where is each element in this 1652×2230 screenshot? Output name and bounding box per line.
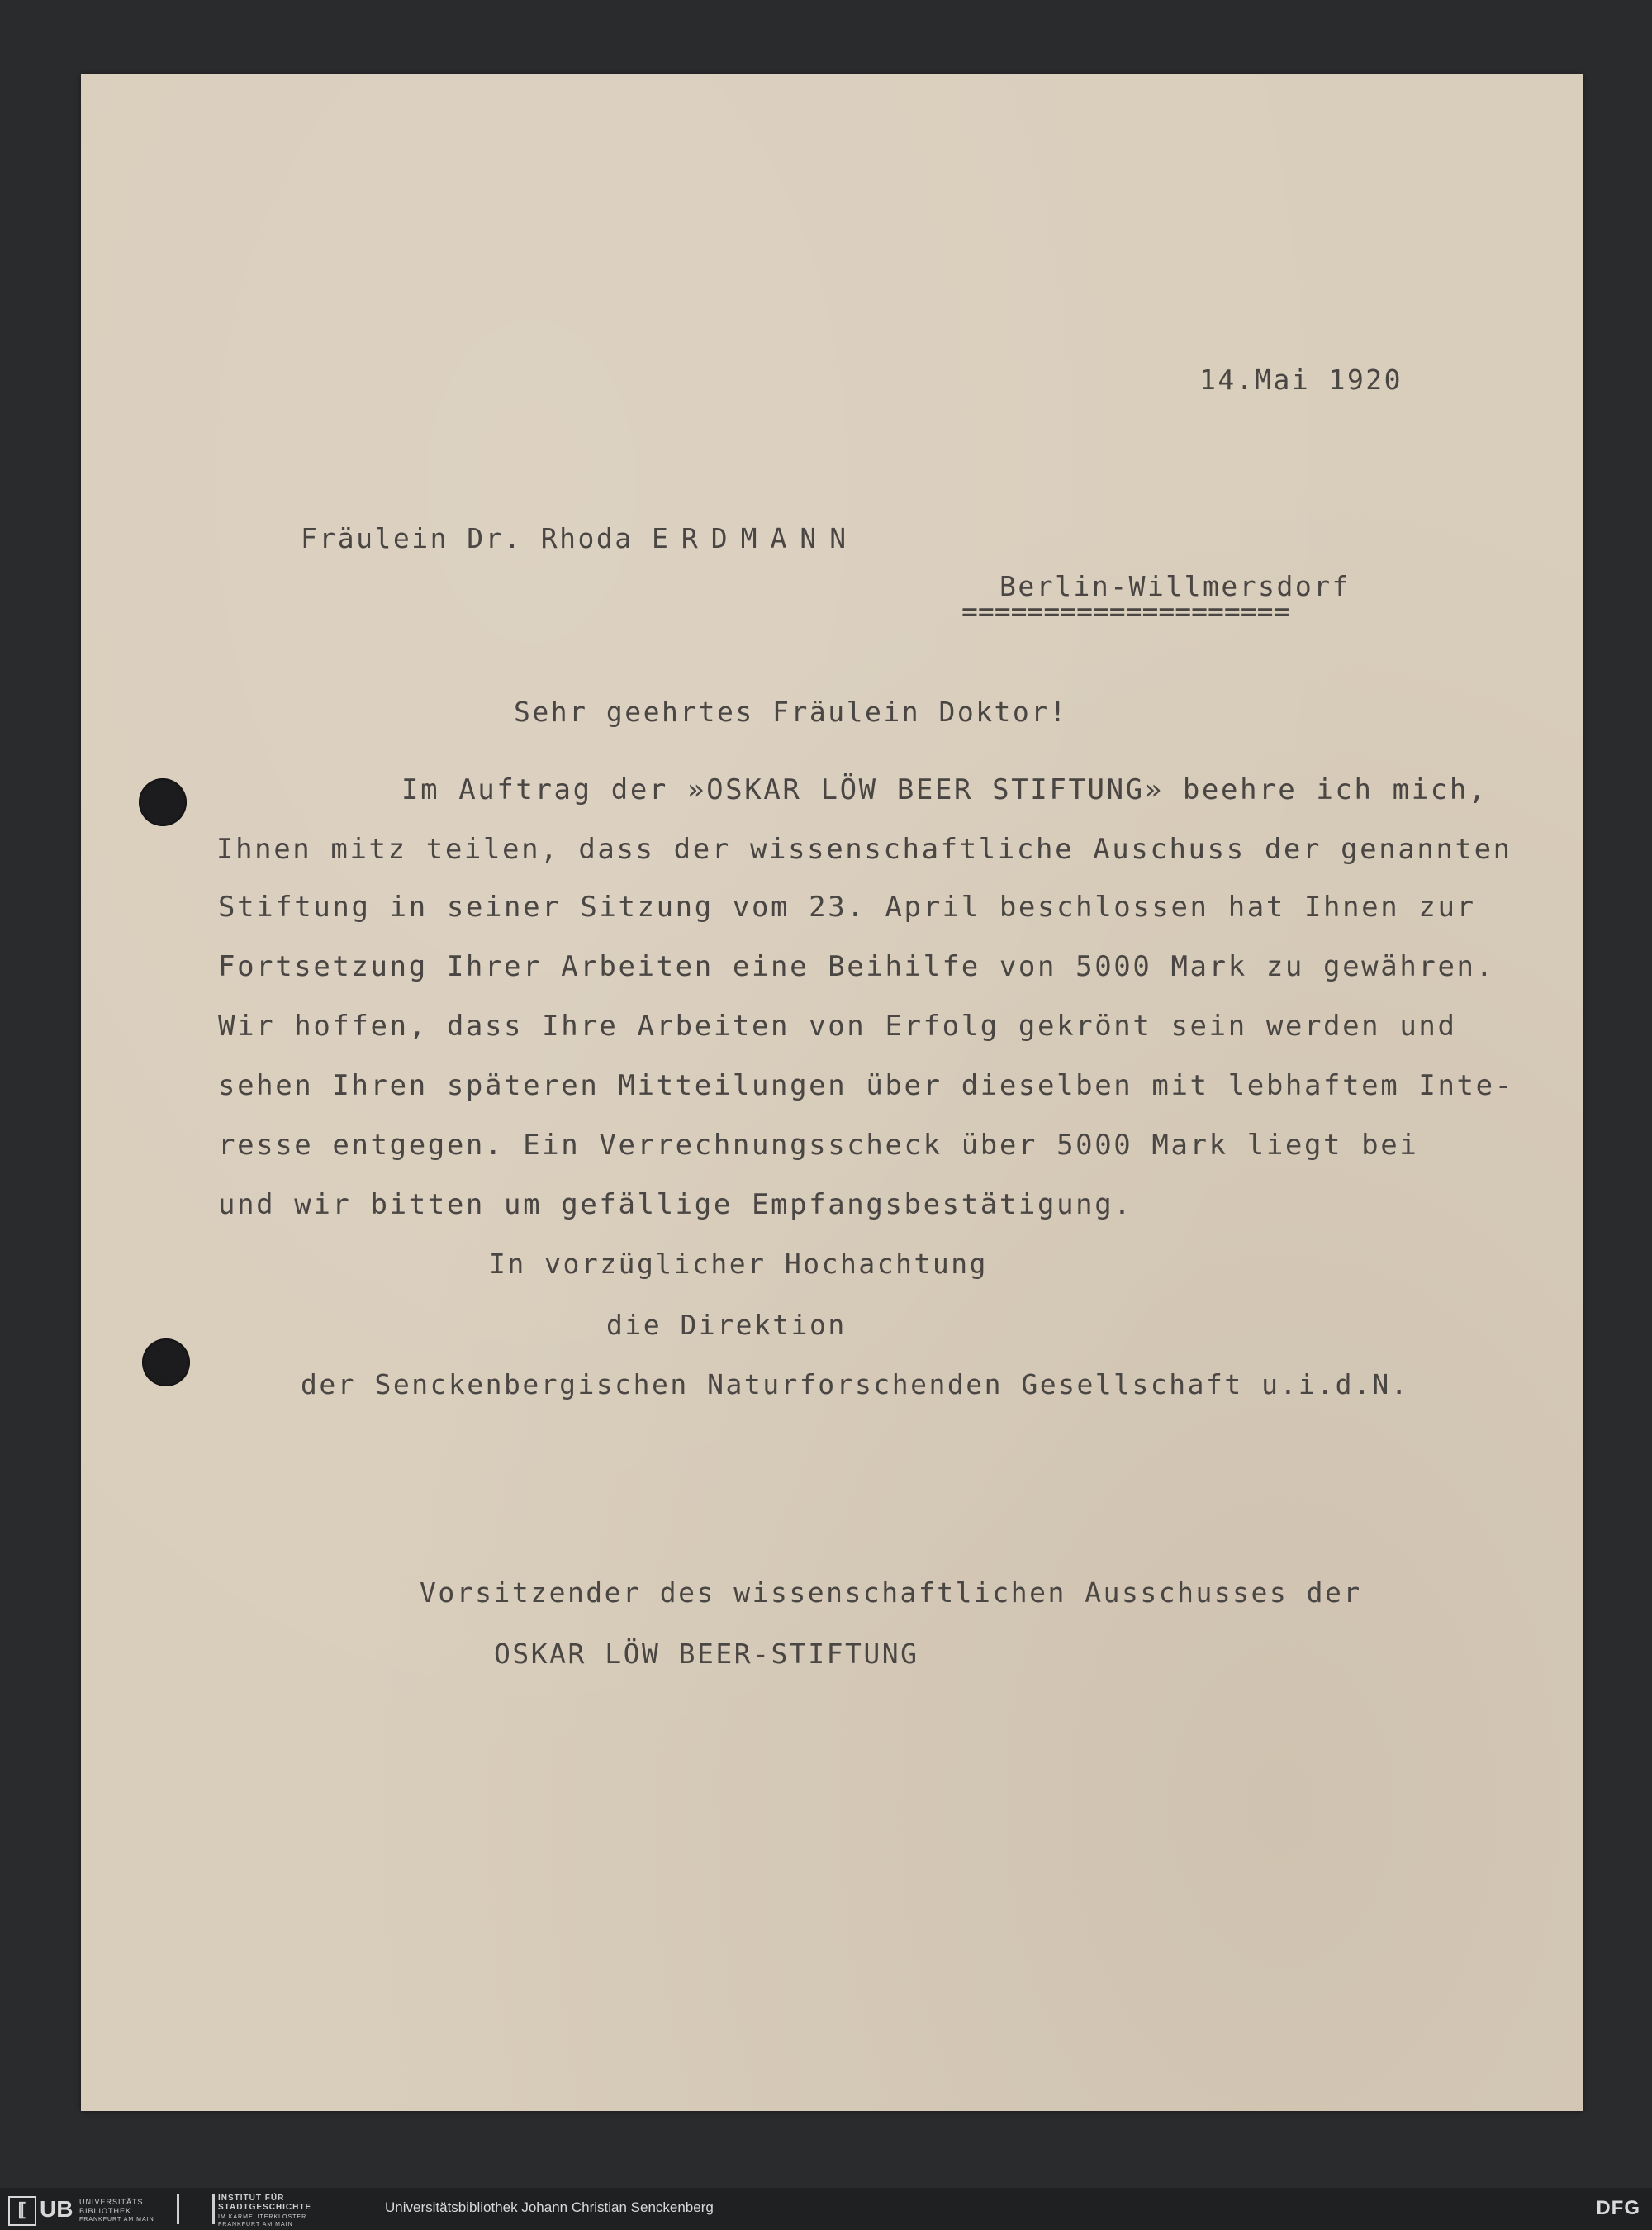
institute-line2: STADTGESCHICHTE	[218, 2203, 312, 2212]
recipient-city: Berlin-Willmersdorf	[999, 570, 1351, 602]
dfg-logo: DFG	[1596, 2197, 1640, 2219]
institute-line4: FRANKFURT AM MAIN	[218, 2222, 293, 2228]
recipient-name	[301, 522, 859, 554]
closing: In vorzüglicher Hochachtung	[489, 1248, 988, 1280]
letter-page	[81, 74, 1583, 2111]
body-line: Im Auftrag der »OSKAR LÖW BEER STIFTUNG» beehre ich mich,	[401, 773, 1488, 806]
body-line: und wir bitten um gefällige Empfangsbestätigung.	[218, 1188, 1133, 1221]
ub-logo-text: UB	[40, 2196, 74, 2222]
signature-direction: die Direktion	[606, 1309, 847, 1341]
punch-hole-bottom	[142, 1338, 190, 1386]
ub-name-line1: UNIVERSITÄTS	[79, 2198, 144, 2206]
city-underline: ====================	[961, 595, 1290, 627]
ub-name-line2: BIBLIOTHEK	[79, 2207, 132, 2215]
recipient-surname: ERDMANN	[652, 522, 860, 554]
ub-name-line3: FRANKFURT AM MAIN	[79, 2217, 154, 2223]
body-line: Ihnen mitz teilen, dass der wissenschaftliche Auschuss der genannten	[216, 833, 1512, 866]
body-line: sehen Ihren späteren Mitteilungen über dieselben mit lebhaftem Inte-	[218, 1069, 1514, 1102]
body-line: Fortsetzung Ihrer Arbeiten eine Beihilfe von 5000 Mark zu gewähren.	[218, 950, 1495, 983]
committee-chair: Vorsitzender des wissenschaftlichen Ausschusses der	[420, 1576, 1362, 1609]
institute-line1: INSTITUT FÜR	[218, 2194, 285, 2203]
ub-logo-icon: ⟦	[8, 2196, 36, 2226]
institute-line3: IM KARMELITERKLOSTER	[218, 2214, 307, 2220]
body-line: Stiftung in seiner Sitzung vom 23. April beschlossen hat Ihnen zur	[218, 891, 1476, 924]
body-line: Wir hoffen, dass Ihre Arbeiten von Erfolg gekrönt sein werden und	[218, 1010, 1457, 1043]
punch-hole-top	[139, 778, 187, 826]
signature-society: der Senckenbergischen Naturforschenden Gesellschaft u.i.d.N.	[301, 1368, 1410, 1400]
body-line: resse entgegen. Ein Verrechnungsscheck über 5000 Mark liegt bei	[218, 1129, 1419, 1162]
foundation-name: OSKAR LÖW BEER-STIFTUNG	[494, 1638, 919, 1670]
archive-footer	[0, 2188, 1652, 2230]
institute-logo-icon	[177, 2194, 215, 2224]
salutation: Sehr geehrtes Fräulein Doktor!	[514, 696, 1069, 728]
library-credit: Universitätsbibliothek Johann Christian Senckenberg	[385, 2199, 714, 2215]
recipient-prefix: Fräulein Dr. Rhoda	[301, 522, 634, 554]
letter-date: 14.Mai 1920	[1199, 364, 1403, 396]
